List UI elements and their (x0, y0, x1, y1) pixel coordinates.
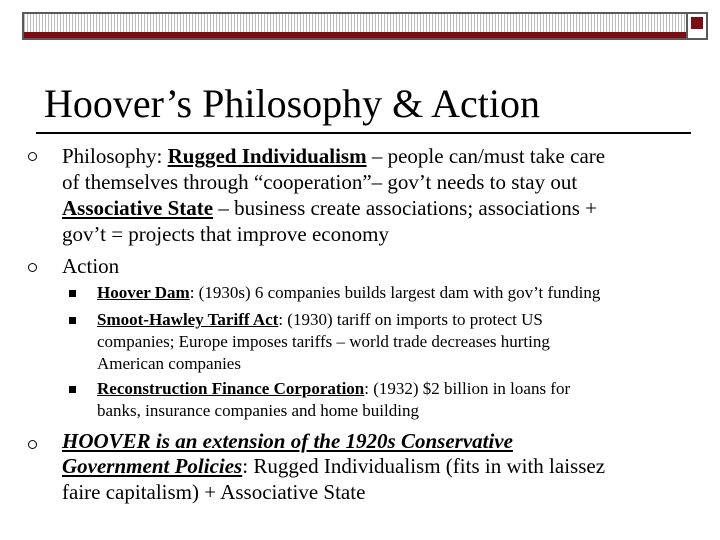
philosophy-line-4: gov’t = projects that improve economy (62, 222, 389, 246)
header-bar (22, 12, 708, 40)
rfc-line-2: banks, insurance companies and home building (97, 401, 419, 420)
philosophy-line-1-rest: – people can/must take care (366, 144, 606, 168)
hoover-extension-line-2-rest: : Rugged Individualism (fits in with laissez (242, 454, 606, 478)
hoover-extension-line-1: HOOVER is an extension of the 1920s Conservative (62, 429, 513, 453)
action-label: Action (62, 254, 120, 278)
philosophy-label: Philosophy: (62, 144, 168, 168)
hoover-dam-line (97, 282, 600, 304)
corner-square-fill (691, 17, 703, 29)
circle-bullet-icon (28, 440, 37, 449)
philosophy-line-2: of themselves through “cooperation”– gov’t needs to stay out (62, 170, 578, 194)
hoover-dam-term: Hoover Dam (97, 283, 190, 302)
government-policies-term: Government Policies (62, 454, 243, 478)
philosophy-line-1 (62, 143, 605, 169)
square-bullet-icon (69, 290, 76, 297)
rfc-term: Reconstruction Finance Corporation (97, 379, 365, 398)
smoot-hawley-term: Smoot-Hawley Tariff Act (97, 310, 279, 329)
associative-state-term: Associative State (62, 196, 214, 220)
square-bullet-icon (69, 386, 76, 393)
philosophy-line-3-rest: – business create associations; associations + (213, 196, 597, 220)
rugged-individualism-term: Rugged Individualism (167, 144, 367, 168)
hoover-dam-text: : (1930s) 6 companies builds largest dam with gov’t funding (189, 283, 601, 302)
hoover-extension-line-3: faire capitalism) + Associative State (62, 480, 366, 504)
header-bar-stripe (24, 32, 706, 38)
smoot-hawley-line-3: American companies (97, 354, 241, 373)
title-underline (36, 132, 691, 134)
slide-title: Hoover’s Philosophy & Action (44, 81, 540, 126)
circle-bullet-icon (28, 152, 37, 161)
rfc-line-1 (97, 378, 570, 400)
rfc-text: : (1932) $2 billion in loans for (364, 379, 571, 398)
smoot-hawley-line-1 (97, 309, 543, 331)
smoot-hawley-line-2: companies; Europe imposes tariffs – world trade decreases hurting (97, 332, 550, 351)
circle-bullet-icon (28, 263, 37, 272)
square-bullet-icon (69, 317, 76, 324)
smoot-hawley-text: : (1930) tariff on imports to protect US (278, 310, 543, 329)
philosophy-line-3 (62, 195, 597, 221)
hoover-extension-line-2 (62, 453, 605, 479)
corner-square (686, 12, 708, 40)
